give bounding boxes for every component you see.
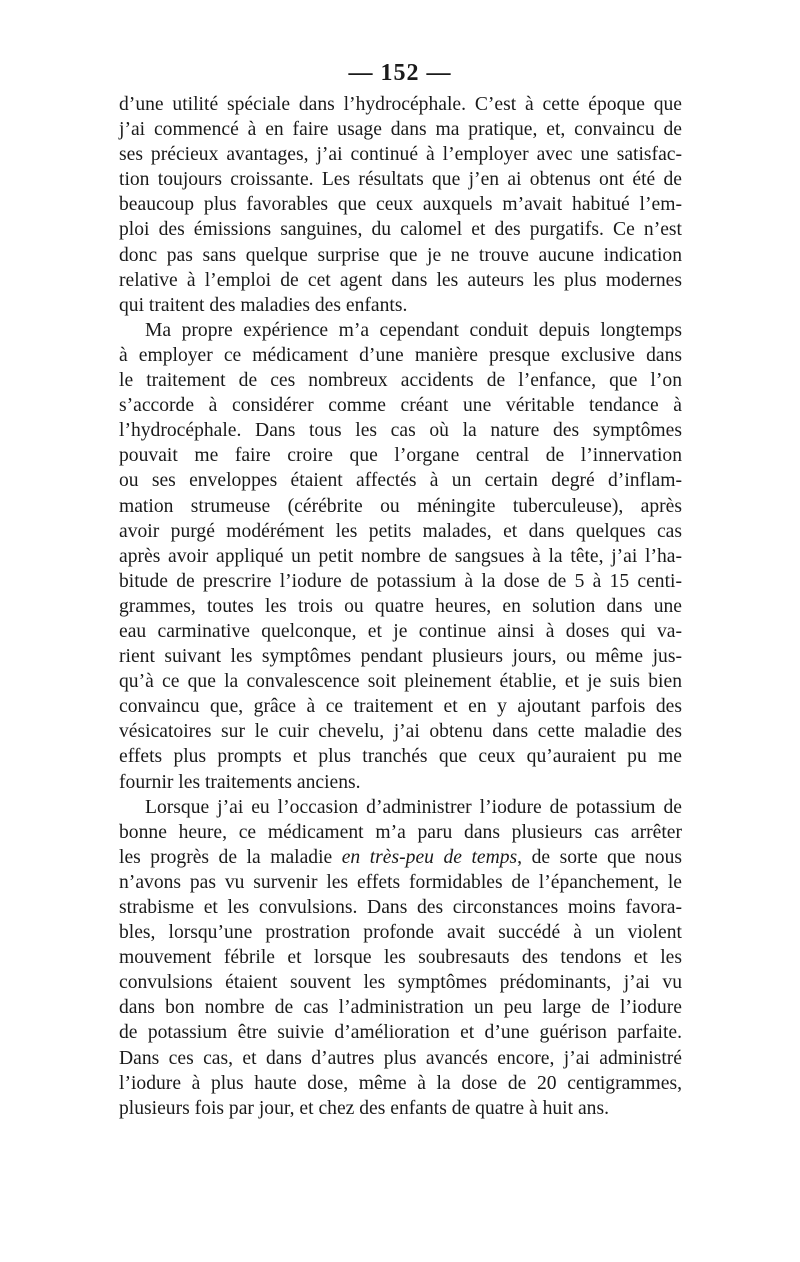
text-line: rient suivant les symptômes pendant plusieurs jours, ou même jus-	[119, 646, 682, 668]
text-line: l’hydrocéphale. Dans tous les cas où la nature des symptômes	[119, 420, 682, 442]
text-line: bonne heure, ce médicament m’a paru dans plusieurs cas arrêter	[119, 821, 682, 843]
text-line: effets plus prompts et plus tranchés que ceux qu’auraient pu me	[119, 746, 682, 768]
text-line: mouvement fébrile et lorsque les soubresauts des tendons et les	[119, 947, 682, 969]
text-line: n’avons pas vu survenir les effets formidables de l’épanchement, le	[119, 871, 682, 893]
text-line: de potassium être suivie d’amélioration et d’une guérison parfaite.	[119, 1022, 682, 1044]
text-line: bitude de prescrire l’iodure de potassium à la dose de 5 à 15 centi-	[119, 570, 682, 592]
text-line: l’iodure à plus haute dose, même à la dose de 20 centigrammes,	[119, 1072, 682, 1094]
text-line: mation strumeuse (cérébrite ou méningite tuberculeuse), après	[119, 495, 682, 517]
text-line: le traitement de ces nombreux accidents de l’enfance, que l’on	[119, 370, 682, 392]
text-line: plusieurs fois par jour, et chez des enfants de quatre à huit ans.	[119, 1097, 609, 1119]
text-line: ou ses enveloppes étaient affectés à un certain degré d’inflam-	[119, 470, 682, 492]
text-line: pouvait me faire croire que l’organe central de l’innervation	[119, 445, 682, 467]
text-line: avoir purgé modérément les petits malades, et dans quelques cas	[119, 520, 682, 542]
text-line: fournir les traitements anciens.	[119, 771, 361, 793]
text-line: dans bon nombre de cas l’administration un peu large de l’iodure	[119, 997, 682, 1019]
body-text	[119, 92, 682, 1121]
text-line: à employer ce médicament d’une manière presque exclusive dans	[119, 344, 682, 366]
text-line: qui traitent des maladies des enfants.	[119, 294, 408, 316]
text-line: qu’à ce que la convalescence soit pleinement établie, et je suis bien	[119, 671, 682, 693]
text-line: grammes, toutes les trois ou quatre heures, en solution dans une	[119, 595, 682, 617]
text-line: eau carminative quelconque, et je continue ainsi à doses qui va-	[119, 620, 682, 642]
text-line: après avoir appliqué un petit nombre de sangsues à la tête, j’ai l’ha-	[119, 545, 682, 567]
text-line: bles, lorsqu’une prostration profonde avait succédé à un violent	[119, 922, 682, 944]
text-line: Ma propre expérience m’a cependant conduit depuis longtemps	[145, 319, 682, 341]
text-line: convulsions étaient souvent les symptômes prédominants, j’ai vu	[119, 972, 682, 994]
text-line: j’ai commencé à en faire usage dans ma pratique, et, convaincu de	[119, 119, 682, 141]
text-line: d’une utilité spéciale dans l’hydrocéphale. C’est à cette époque que	[119, 94, 682, 115]
text-line: beaucoup plus favorables que ceux auxquels m’avait habitué l’em-	[119, 194, 682, 216]
text-line: relative à l’emploi de cet agent dans les auteurs les plus modernes	[119, 269, 682, 291]
text-line: ploi des émissions sanguines, du calomel et des purgatifs. Ce n’est	[119, 219, 682, 241]
text-line: tion toujours croissante. Les résultats que j’en ai obtenus ont été de	[119, 169, 682, 191]
text-line: strabisme et les convulsions. Dans des circonstances moins favora-	[119, 897, 682, 918]
text-line: donc pas sans quelque surprise que je ne trouve aucune indication	[119, 244, 682, 266]
text-line: s’accorde à considérer comme créant une véritable tendance à	[119, 395, 682, 417]
text-line: les progrès de la maladie en très-peu de temps, de sorte que nous	[119, 846, 682, 868]
text-line: vésicatoires sur le cuir chevelu, j’ai obtenu dans cette maladie des	[119, 721, 682, 743]
text-line: Lorsque j’ai eu l’occasion d’administrer l’iodure de potassium de	[145, 796, 682, 818]
page-number: — 152 —	[348, 60, 452, 86]
text-line: convaincu que, grâce à ce traitement et en y ajoutant parfois des	[119, 696, 682, 718]
text-line: ses précieux avantages, j’ai continué à l’employer avec une satisfac-	[119, 144, 682, 166]
text-line: Dans ces cas, et dans d’autres plus avancés encore, j’ai administré	[119, 1047, 682, 1069]
